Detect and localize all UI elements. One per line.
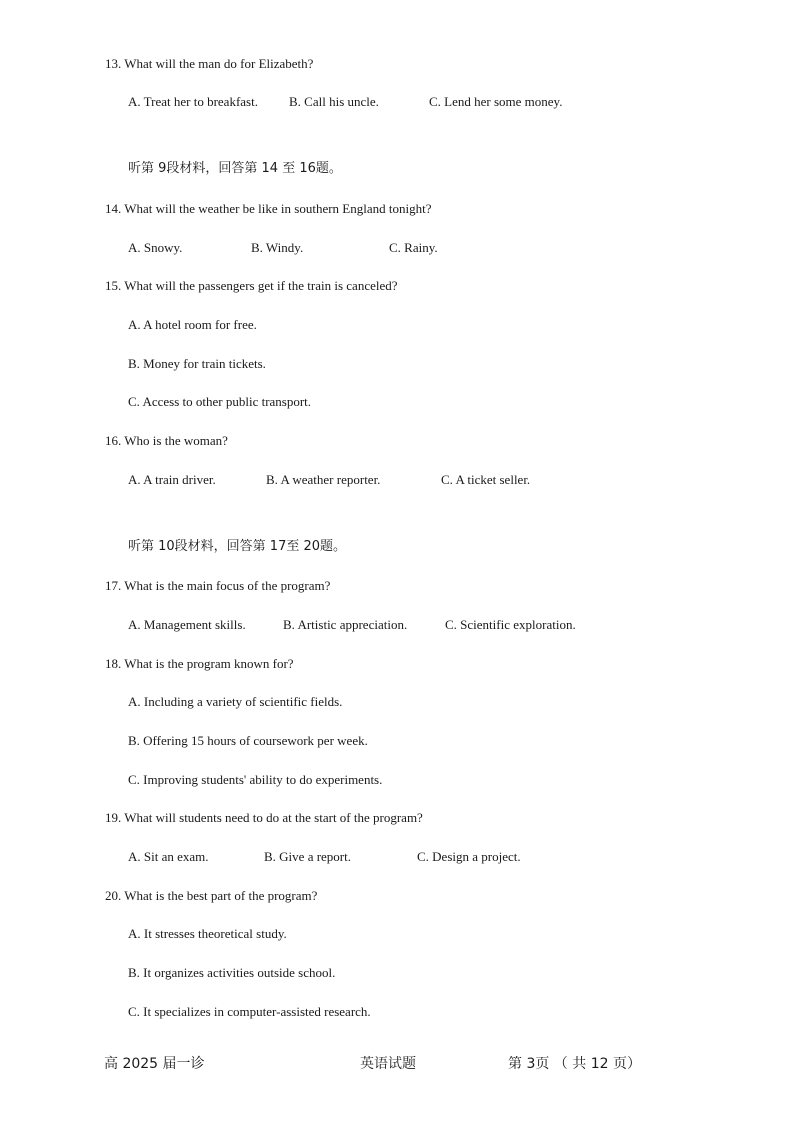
q17-option-a: A. Management skills.	[128, 617, 246, 632]
section-9-instruction: 听第 9段材料，回答第 14 至 16题。	[128, 161, 342, 176]
question-18: 18. What is the program known for?	[105, 656, 294, 671]
q13-option-b: B. Call his uncle.	[289, 94, 379, 109]
q14-option-c: C. Rainy.	[389, 240, 438, 255]
q14-option-b: B. Windy.	[251, 240, 304, 255]
q16-option-b: B. A weather reporter.	[266, 472, 381, 487]
q18-option-b: B. Offering 15 hours of coursework per week.	[128, 733, 368, 748]
q16-option-a: A. A train driver.	[128, 472, 216, 487]
question-16: 16. Who is the woman?	[105, 433, 228, 448]
footer-subject: 英语试题	[360, 1056, 416, 1072]
q14-option-a: A. Snowy.	[128, 240, 183, 255]
q19-option-a: A. Sit an exam.	[128, 849, 209, 864]
question-19: 19. What will students need to do at the start of the program?	[105, 810, 423, 825]
q17-option-c: C. Scientific exploration.	[445, 617, 576, 632]
question-20: 20. What is the best part of the program?	[105, 888, 318, 903]
section-10-instruction: 听第 10段材料，回答第 17至 20题。	[128, 539, 347, 554]
q15-option-a: A. A hotel room for free.	[128, 317, 257, 332]
question-14: 14. What will the weather be like in southern England tonight?	[105, 201, 432, 216]
q20-option-b: B. It organizes activities outside school.	[128, 965, 336, 980]
q17-option-b: B. Artistic appreciation.	[283, 617, 408, 632]
question-17: 17. What is the main focus of the program?	[105, 578, 331, 593]
q18-option-c: C. Improving students' ability to do experiments.	[128, 772, 383, 787]
question-13: 13. What will the man do for Elizabeth?	[105, 56, 314, 71]
question-15: 15. What will the passengers get if the train is canceled?	[105, 278, 398, 293]
q16-option-c: C. A ticket seller.	[441, 472, 531, 487]
q15-option-b: B. Money for train tickets.	[128, 356, 266, 371]
q18-option-a: A. Including a variety of scientific fields.	[128, 694, 343, 709]
q20-option-a: A. It stresses theoretical study.	[128, 926, 287, 941]
q19-option-c: C. Design a project.	[417, 849, 521, 864]
q20-option-c: C. It specializes in computer-assisted research.	[128, 1004, 371, 1019]
footer-page-number: 第 3页 （ 共 12 页）	[508, 1056, 641, 1072]
q13-option-c: C. Lend her some money.	[429, 94, 563, 109]
q19-option-b: B. Give a report.	[264, 849, 352, 864]
footer-exam-name: 高 2025 届一诊	[104, 1056, 205, 1072]
q15-option-c: C. Access to other public transport.	[128, 394, 312, 409]
q13-option-a: A. Treat her to breakfast.	[128, 94, 258, 109]
